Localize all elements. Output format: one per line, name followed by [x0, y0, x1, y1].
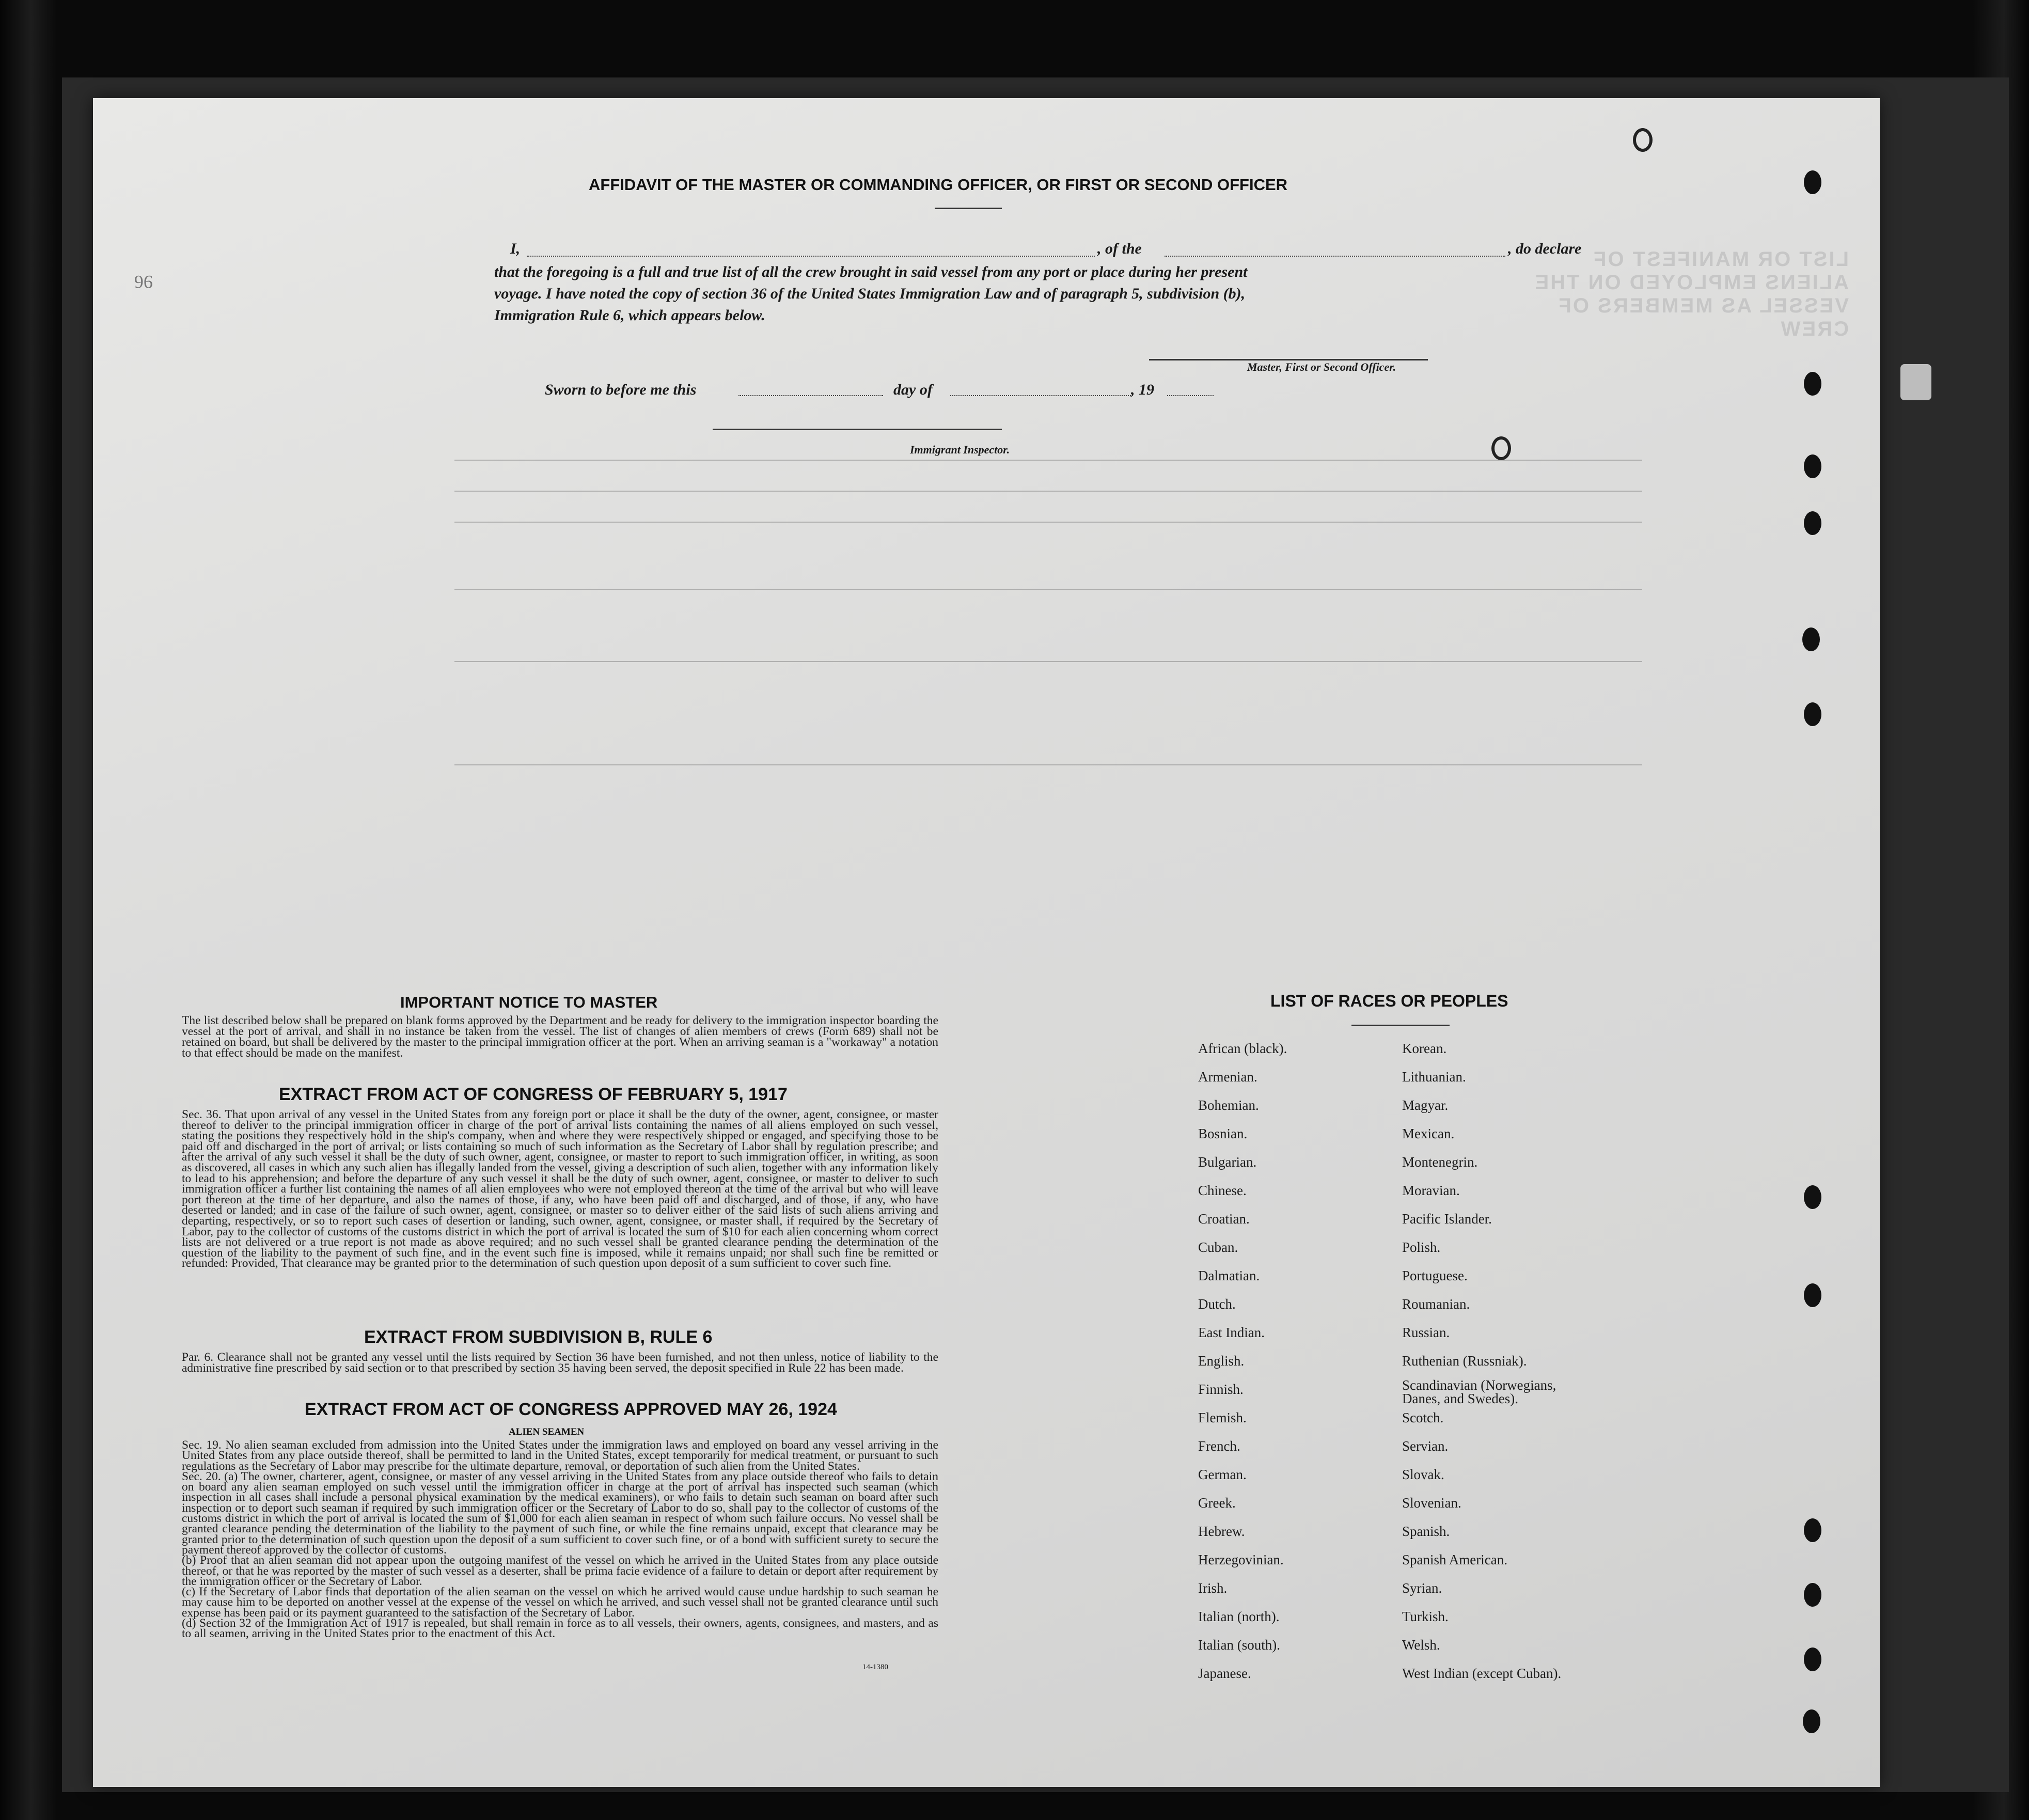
race-item: Irish.	[1198, 1580, 1228, 1596]
race-item: Welsh.	[1402, 1637, 1440, 1653]
name-field	[527, 256, 1095, 257]
race-item: Ruthenian (Russniak).	[1402, 1353, 1527, 1369]
race-item: Scotch.	[1402, 1410, 1444, 1425]
binder-hole	[1804, 454, 1821, 478]
race-item: Moravian.	[1402, 1183, 1460, 1198]
binder-hole	[1804, 1583, 1821, 1607]
race-item: Slovenian.	[1402, 1495, 1461, 1511]
sec19-text: Sec. 19. No alien seaman excluded from admission into the United States under the immigration laws and employed on board any vessel arriving in the United States from any place outside thereof, shall be permitted to land in the United States, except temporarily for medical treatment, or pursuant to such regulations as the Secretary of Labor may prescribe for the ultimate departure, removal, or deportation of such alien from the United States.	[182, 1438, 938, 1473]
binder-hole	[1804, 511, 1821, 535]
race-item: Hebrew.	[1198, 1524, 1245, 1539]
race-item: Greek.	[1198, 1495, 1236, 1511]
sworn-label: Sworn to before me this	[545, 381, 697, 398]
faint-line	[454, 764, 1642, 765]
race-item: Montenegrin.	[1402, 1154, 1478, 1170]
race-item: Italian (north).	[1198, 1609, 1280, 1624]
do-declare-label: , do declare	[1508, 240, 1582, 257]
race-item: Mexican.	[1402, 1126, 1455, 1141]
race-item: Italian (south).	[1198, 1637, 1280, 1653]
race-item: Slovak.	[1402, 1467, 1444, 1482]
faint-line	[454, 460, 1642, 461]
race-item: West Indian (except Cuban).	[1402, 1666, 1562, 1681]
rule6-title: EXTRACT FROM SUBDIVISION B, RULE 6	[364, 1327, 713, 1347]
faint-line	[454, 491, 1642, 492]
bleed-through-title: LIST OR MANIFEST OF ALIENS EMPLOYED ON THE VESSEL AS MEMBERS OF CREW	[1533, 248, 1849, 340]
binder-hole	[1804, 702, 1821, 726]
rule6-text: Par. 6. Clearance shall not be granted any vessel until the lists required by Section 36 have been furnished, and not then unless, notice of liability to the administrative fine prescribed by said section or to that prescribed by section 35 having been served, the deposit specified in Rule 22 has been made.	[182, 1351, 938, 1375]
faint-line	[454, 661, 1642, 662]
affidavit-line-1: that the foregoing is a full and true list of all the crew brought in said vessel from any port or place during her present	[494, 263, 1248, 280]
faint-line	[454, 589, 1642, 590]
race-item: Russian.	[1402, 1325, 1450, 1340]
race-item: Cuban.	[1198, 1240, 1238, 1255]
race-item: East Indian.	[1198, 1325, 1265, 1340]
binder-hole	[1804, 1648, 1821, 1671]
race-item: Pacific Islander.	[1402, 1211, 1492, 1227]
binder-hole	[1804, 372, 1821, 396]
sec20d-text: (d) Section 32 of the Immigration Act of 1917 is repealed, but shall remain in force as to all vessels, their owners, agents, consignees, and masters, and as to all seamen, arriving in the United States prior to the enactment of this Act.	[182, 1617, 938, 1641]
affidavit-line-2: voyage. I have noted the copy of section 36 of the United States Immigration Law and of paragraph 5, subdivision (b),	[494, 285, 1246, 302]
race-item: Syrian.	[1402, 1580, 1442, 1596]
races-title-rule	[1351, 1025, 1450, 1026]
race-item: Lithuanian.	[1402, 1069, 1466, 1085]
title-rule	[935, 208, 1002, 209]
race-item: Turkish.	[1402, 1609, 1449, 1624]
binder-hole	[1803, 1709, 1820, 1733]
race-item: Roumanian.	[1402, 1296, 1470, 1312]
race-item: Japanese.	[1198, 1666, 1251, 1681]
race-item: Chinese.	[1198, 1183, 1247, 1198]
extract-1917-title: EXTRACT FROM ACT OF CONGRESS OF FEBRUARY 5, 1917	[279, 1085, 788, 1104]
form-number: 14-1380	[862, 1663, 888, 1671]
binder-hole	[1804, 170, 1821, 194]
race-item: Flemish.	[1198, 1410, 1247, 1425]
race-item: Magyar.	[1402, 1097, 1449, 1113]
race-item: English.	[1198, 1353, 1245, 1369]
race-item: Spanish.	[1402, 1524, 1450, 1539]
day-of-label: day of	[893, 381, 933, 398]
signature-caption: Master, First or Second Officer.	[1247, 360, 1396, 373]
inspector-line	[713, 429, 1002, 430]
notice-text: The list described below shall be prepared on blank forms approved by the Department and be ready for delivery to the immigration inspector boarding the vessel at the port of arrival, and shall in no instance be taken from the vessel. The list of changes of alien members of crews (Form 689) shall not be retained on board, but shall be delivered by the master to the principal immigration officer at the port. When an arriving seaman is a "workaway" a notation to that effect should be made on the manifest.	[182, 1014, 938, 1060]
race-item: Dutch.	[1198, 1296, 1236, 1312]
race-item: German.	[1198, 1467, 1247, 1482]
alien-seamen-subtitle: ALIEN SEAMEN	[509, 1426, 585, 1437]
binder-hole	[1804, 1283, 1821, 1307]
vessel-field	[1165, 256, 1505, 257]
i-label: I,	[510, 240, 521, 257]
binder-ring	[1491, 436, 1511, 460]
race-item: Armenian.	[1198, 1069, 1257, 1085]
binder-hole	[1804, 1185, 1821, 1209]
race-item: Bosnian.	[1198, 1126, 1248, 1141]
race-item: Bulgarian.	[1198, 1154, 1257, 1170]
binder-ring	[1633, 128, 1653, 152]
race-item: Dalmatian.	[1198, 1268, 1260, 1283]
race-item: Servian.	[1402, 1438, 1449, 1454]
race-item: French.	[1198, 1438, 1240, 1454]
extract-1924-title: EXTRACT FROM ACT OF CONGRESS APPROVED MAY 26, 1924	[305, 1400, 837, 1419]
inspector-caption: Immigrant Inspector.	[910, 443, 1010, 456]
race-item: Finnish.	[1198, 1382, 1244, 1397]
race-item: Polish.	[1402, 1240, 1441, 1255]
race-item: Korean.	[1402, 1041, 1447, 1056]
faint-line	[454, 522, 1642, 523]
sec20a-text: Sec. 20. (a) The owner, charterer, agent, consignee, or master of any vessel arriving in the United States from any place outside thereof who fails to detain on board any alien seaman employed on such vessel until the immigration officer in charge at the port of arrival has inspected such seaman (which inspection in all cases shall include a personal physical examination by the medical examiners), or who fails to detain such seaman on board after such inspection or to deport such seaman if required by such immigration officer or the Secretary of Labor to do so, shall pay to the collector of customs of the customs district in which the port of arrival is located the sum of $1,000 for each alien seaman in respect of whom such failure occurs. No vessel shall be granted clearance pending the determination of the liability to the payment of such fine, or while the fine remains unpaid, except that clearance may be granted prior to the determination of such question upon the deposit of a sum sufficient to cover such fine, or of a bond with sufficient surety to secure the payment thereof approved by the collector of customs.	[182, 1469, 938, 1557]
affidavit-line-3: Immigration Rule 6, which appears below.	[494, 307, 765, 324]
binder-hole	[1802, 627, 1820, 651]
race-item: Croatian.	[1198, 1211, 1250, 1227]
race-item: African (black).	[1198, 1041, 1287, 1056]
page-tab	[1900, 364, 1931, 400]
of-the-label: , of the	[1097, 240, 1142, 257]
extract-1924-text	[182, 1440, 938, 1639]
month-field	[950, 395, 1131, 396]
notice-title: IMPORTANT NOTICE TO MASTER	[400, 993, 658, 1011]
day-field	[738, 395, 883, 396]
affidavit-title: AFFIDAVIT OF THE MASTER OR COMMANDING OFFICER, OR FIRST OR SECOND OFFICER	[589, 176, 1288, 194]
races-title: LIST OF RACES OR PEOPLES	[1270, 992, 1508, 1010]
sec20c-text: (c) If the Secretary of Labor finds that deportation of the alien seaman on the vessel on which he arrived would cause undue hardship to such seaman he may cause him to be deported on another vessel at the expense of the vessel on which he arrived, and such vessel shall not be granted clearance until such expense has been paid or its payment guaranteed to the satisfaction of the Secretary of Labor.	[182, 1585, 938, 1620]
race-item: Scandinavian (Norwegians, Danes, and Swedes).	[1402, 1377, 1556, 1406]
sec20b-text: (b) Proof that an alien seaman did not appear upon the outgoing manifest of the vessel on which he arrived in the United States from any place outside thereof, or that he was reported by the master of such vessel as a deserter, shall be prima facie evidence of a failure to detain or deport after requirement by the immigration officer or the Secretary of Labor.	[182, 1554, 938, 1588]
margin-mark: 96	[134, 272, 153, 292]
extract-1917-text: Sec. 36. That upon arrival of any vessel in the United States from any foreign port or place it shall be the duty of the owner, agent, consignee, or master thereof to deliver to the principal immigration officer in charge of the port of arrival lists containing the names of all aliens employed on such vessel, stating the positions they respectively hold in the ship's company, when and where they were respectively shipped or engaged, and specifying those to be paid off and discharged in the port of arrival; or lists containing so much of such information as the Secretary of Labor shall by regulation prescribe; and after the arrival of any such vessel it shall be the duty of such owner, agent, consignee, or master to report to such immigration officer, in writing, as soon as discovered, all cases in which any such alien has illegally landed from the vessel, giving a description of such alien, together with any information likely to lead to his apprehension; and before the departure of any such vessel it shall be the duty of such owner, agent, consignee, or master to deliver to such immigration officer a further list containing the names of all alien employees who were not employed thereon at the time of the arrival but who will leave port thereon at the time of her departure, and also the names of those, if any, who have been paid off and discharged, and of those, if any, who have deserted or landed; and in case of the failure of such owner, agent, consignee, or master so to deliver either of the said lists of such aliens arriving and departing, respectively, or so to report such cases of desertion or landing, such owner, agent, consignee, or master shall, if required by the Secretary of Labor, pay to the collector of customs of the customs district in which the port of arrival is located the sum of $10 for each alien concerning whom correct lists are not delivered or a true report is not made as above required; and no such vessel shall be granted clearance pending the determination of the question of the liability to the payment of such fine, and in the event such fine is imposed, while it remains unpaid; nor shall such fine be remitted or refunded: Provided, That clearance may be granted prior to the determination of such question upon deposit of a sum sufficient to cover such fine.	[182, 1108, 938, 1270]
race-item: Bohemian.	[1198, 1097, 1259, 1113]
manifest-page	[93, 98, 1880, 1787]
year-field	[1167, 395, 1214, 396]
race-item: Portuguese.	[1402, 1268, 1468, 1283]
binder-hole	[1804, 1518, 1821, 1542]
year-label: , 19	[1131, 381, 1154, 398]
race-item: Spanish American.	[1402, 1552, 1507, 1567]
race-item: Herzegovinian.	[1198, 1552, 1284, 1567]
